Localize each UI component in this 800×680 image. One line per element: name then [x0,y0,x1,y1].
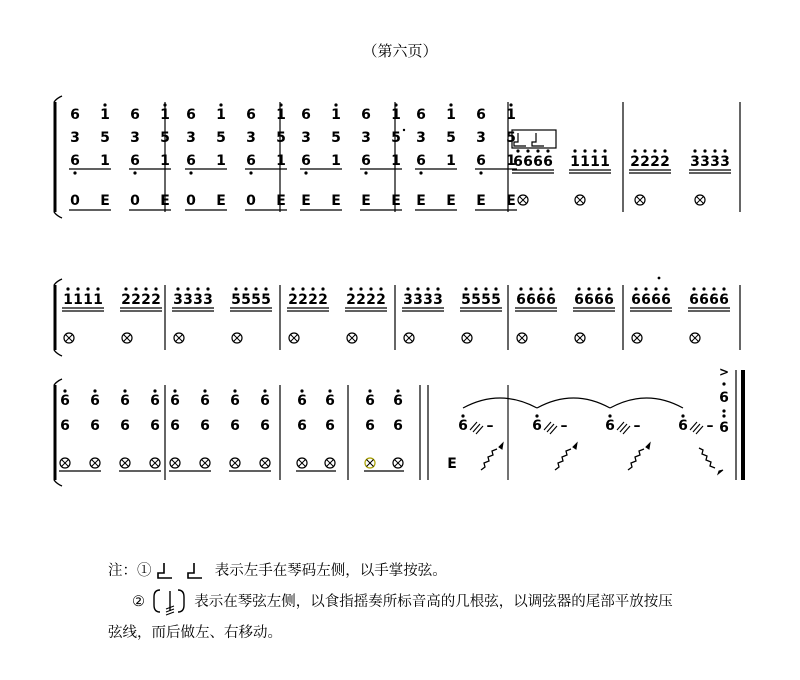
middle-note: 3 [130,130,140,146]
top-note: 6 [90,393,100,409]
octave-dot [369,287,372,290]
middle-note: 6 [393,418,403,434]
octave-dot [379,287,382,290]
octave-dot [73,171,76,174]
top-note: 1 [391,107,401,123]
note-text-3: 弦线，而后做左、右移动。 [108,625,282,641]
top-note: 1 [160,107,170,123]
bracket-tremolo-symbol-icon [150,587,190,617]
note-digit: 3 [413,292,423,308]
note-digit: 2 [640,154,650,170]
middle-note: 5 [331,130,341,146]
note-digit: 6 [533,154,543,170]
bottom-note: 1 [160,153,170,169]
palm-press-symbol-icon [156,561,210,581]
octave-dot [234,287,237,290]
bottom-note: 1 [276,153,286,169]
top-note: 6 [416,107,426,123]
perc-note: E [301,193,311,209]
note-digit: 3 [423,292,433,308]
middle-note: 5 [391,130,401,146]
note-line-3 [108,618,748,649]
note-digit: 6 [641,292,651,308]
octave-dot [328,389,331,392]
middle-note: 5 [100,130,110,146]
note-digit: 2 [121,292,131,308]
octave-dot [449,103,452,106]
note-digit: 3 [193,292,203,308]
octave-dot [654,287,657,290]
note-digit: 1 [600,154,610,170]
glissando-arrow-icon [481,449,497,470]
note-digit: 1 [580,154,590,170]
notes [108,556,748,649]
bottom-note: 6 [186,153,196,169]
note-digit: 5 [481,292,491,308]
middle-note: 3 [186,130,196,146]
octave-dot [321,287,324,290]
octave-dot [693,149,696,152]
note-digit: 3 [203,292,213,308]
perc-note: E [100,193,110,209]
note-digit: 3 [720,154,730,170]
slur-line [610,398,683,408]
octave-dot [526,149,529,152]
tremolo-note: 6 [605,418,615,434]
note-text-1: 表示左手在琴码左侧，以手掌按弦。 [214,563,447,579]
octave-dot [479,171,482,174]
octave-dot [349,287,352,290]
note-digit: 1 [590,154,600,170]
slur-line [463,398,537,408]
note-digit: 6 [699,292,709,308]
note-digit: 6 [631,292,641,308]
octave-dot [464,287,467,290]
middle-note: 6 [90,418,100,434]
top-note: 6 [260,393,270,409]
note-digit: 6 [689,292,699,308]
octave-dot [206,287,209,290]
perc-note: E [216,193,226,209]
octave-dot [291,287,294,290]
dash-extension: – [633,418,641,434]
note-digit: 6 [516,292,526,308]
octave-dot [279,103,282,106]
middle-note: 6 [230,418,240,434]
perc-note: E [416,193,426,209]
octave-dot [196,287,199,290]
dash-extension: – [486,418,494,434]
octave-dot [144,287,147,290]
octave-dot [474,287,477,290]
octave-dot [163,103,166,106]
middle-note: 5 [276,130,286,146]
top-note: 6 [130,107,140,123]
octave-dot [663,149,666,152]
middle-note: 6 [170,418,180,434]
note-digit: 2 [131,292,141,308]
octave-dot [66,287,69,290]
middle-note: 3 [416,130,426,146]
octave-dot [416,287,419,290]
top-note: 6 [325,393,335,409]
octave-dot [263,389,266,392]
octave-dot [134,287,137,290]
note-digit: 1 [83,292,93,308]
note-digit: 5 [471,292,481,308]
glissando-arrow-icon [699,448,715,468]
final-top-note: 6 [719,390,729,406]
note-digit: 6 [719,292,729,308]
bottom-note: 6 [246,153,256,169]
octave-dot [644,287,647,290]
octave-dot [176,287,179,290]
octave-dot [608,414,611,417]
octave-dot [394,103,397,106]
bottom-note: 1 [506,153,516,169]
octave-dot [722,414,725,417]
perc-note: E [276,193,286,209]
note-prefix: 注：① [108,563,152,579]
note-digit: 5 [261,292,271,308]
note-digit: 5 [251,292,261,308]
octave-dot [368,389,371,392]
middle-note: 6 [120,418,130,434]
octave-dot [304,171,307,174]
middle-note: 6 [60,418,70,434]
note-number-2: ② [132,594,145,610]
bottom-note: 1 [446,153,456,169]
perc-note: E [331,193,341,209]
top-note: 1 [216,107,226,123]
bottom-note: 1 [216,153,226,169]
octave-dot [692,287,695,290]
bottom-note: 6 [301,153,311,169]
octave-dot [603,149,606,152]
octave-dot [722,382,725,385]
perc-note: E [391,193,401,209]
final-bottom-note: 6 [719,420,729,436]
top-note: 6 [301,107,311,123]
note-digit: 6 [594,292,604,308]
note-digit: 6 [543,154,553,170]
top-note: 1 [506,107,516,123]
octave-dot [712,287,715,290]
octave-dot [664,287,667,290]
top-note: 6 [361,107,371,123]
note-digit: 2 [366,292,376,308]
note-line-1 [108,556,748,587]
octave-dot [722,409,725,412]
octave-dot [713,149,716,152]
note-digit: 5 [461,292,471,308]
middle-note: 3 [361,130,371,146]
perc-note: 0 [186,193,196,209]
middle-note: 5 [216,130,226,146]
dash-extension: – [706,418,714,434]
middle-note: 3 [301,130,311,146]
octave-dot [653,149,656,152]
note-digit: 2 [141,292,151,308]
octave-dot [173,389,176,392]
top-note: 6 [365,393,375,409]
octave-dot [681,414,684,417]
octave-dot [249,171,252,174]
octave-dot [364,171,367,174]
perc-note: 0 [246,193,256,209]
note-digit: 3 [433,292,443,308]
octave-dot [186,287,189,290]
top-note: 6 [170,393,180,409]
note-digit: 1 [73,292,83,308]
top-note: 6 [60,393,70,409]
octave-dot [96,287,99,290]
note-digit: 6 [661,292,671,308]
note-digit: 2 [660,154,670,170]
tremolo-note: 6 [532,418,542,434]
top-note: 6 [120,393,130,409]
middle-note: 6 [325,418,335,434]
middle-note: 6 [150,418,160,434]
octave-dot [484,287,487,290]
middle-note: 6 [260,418,270,434]
bottom-note: 6 [70,153,80,169]
octave-dot [189,171,192,174]
note-digit: 5 [231,292,241,308]
note-digit: 2 [151,292,161,308]
note-digit: 2 [356,292,366,308]
octave-dot [93,389,96,392]
note-digit: 6 [546,292,556,308]
octave-dot [300,389,303,392]
top-note: 1 [276,107,286,123]
octave-dot [123,389,126,392]
octave-dot [509,103,512,106]
octave-dot [63,389,66,392]
note-digit: 2 [376,292,386,308]
top-note: 6 [476,107,486,123]
octave-dot [722,287,725,290]
bottom-note: 1 [331,153,341,169]
octave-dot [702,287,705,290]
octave-dot [301,287,304,290]
note-digit: 6 [651,292,661,308]
note-digit: 5 [491,292,501,308]
octave-dot [549,287,552,290]
octave-dot [593,149,596,152]
tremolo-note: 6 [458,418,468,434]
middle-note: 3 [476,130,486,146]
octave-dot [643,149,646,152]
middle-note: 5 [446,130,456,146]
perc-note: E [476,193,486,209]
octave-dot [519,287,522,290]
octave-dot [359,287,362,290]
middle-note: 3 [70,130,80,146]
octave-dot [254,287,257,290]
octave-dot [529,287,532,290]
top-note: 6 [186,107,196,123]
octave-dot [406,287,409,290]
octave-dot [76,287,79,290]
note-digit: 2 [650,154,660,170]
octave-dot [573,149,576,152]
glissando-arrow-icon [555,449,571,470]
middle-note: 6 [200,418,210,434]
note-line-2 [108,587,748,618]
note-digit: 6 [523,154,533,170]
octave-dot [597,287,600,290]
note-digit: 3 [173,292,183,308]
note-digit: 1 [93,292,103,308]
perc-note: E [447,456,457,472]
perc-note: 0 [130,193,140,209]
octave-dot [587,287,590,290]
note-digit: 2 [346,292,356,308]
note-digit: 3 [403,292,413,308]
octave-dot [703,149,706,152]
note-digit: 2 [288,292,298,308]
octave-dot [334,103,337,106]
octave-dot [124,287,127,290]
top-note: 6 [200,393,210,409]
octave-dot [461,414,464,417]
octave-dot [535,414,538,417]
top-note: 6 [230,393,240,409]
top-note: 6 [70,107,80,123]
middle-note: 3 [246,130,256,146]
octave-dot [244,287,247,290]
octave-dot [607,287,610,290]
note-digit: 2 [298,292,308,308]
note-digit: 6 [513,154,523,170]
final-thick-barline [741,370,745,480]
octave-dot [203,389,206,392]
octave-dot [658,277,661,280]
slur-line [537,398,610,408]
octave-dot [396,389,399,392]
note-digit: 1 [63,292,73,308]
perc-note: E [506,193,516,209]
top-note: 1 [446,107,456,123]
note-digit: 6 [604,292,614,308]
note-digit: 3 [700,154,710,170]
small-dot-mark [403,129,405,131]
note-digit: 1 [570,154,580,170]
octave-dot [723,149,726,152]
note-text-2: 表示在琴弦左侧，以食指摇奏所标音高的几根弦，以调弦器的尾部平放按压 [194,594,673,610]
bottom-note: 6 [130,153,140,169]
octave-dot [536,149,539,152]
bottom-note: 6 [361,153,371,169]
octave-dot [219,103,222,106]
top-note: 6 [246,107,256,123]
middle-note: 6 [365,418,375,434]
perc-note: 0 [70,193,80,209]
glissando-arrow-icon [628,449,644,470]
octave-dot [133,171,136,174]
octave-dot [233,389,236,392]
bottom-note: 6 [476,153,486,169]
note-digit: 6 [536,292,546,308]
perc-note: E [446,193,456,209]
octave-dot [583,149,586,152]
dash-extension: – [560,418,568,434]
octave-dot [539,287,542,290]
note-digit: 6 [709,292,719,308]
bottom-note: 1 [100,153,110,169]
middle-note: 5 [160,130,170,146]
octave-dot [436,287,439,290]
top-note: 6 [297,393,307,409]
octave-dot [426,287,429,290]
octave-dot [633,149,636,152]
octave-dot [494,287,497,290]
note-digit: 3 [183,292,193,308]
note-digit: 6 [574,292,584,308]
top-note: 6 [393,393,403,409]
middle-note: 6 [297,418,307,434]
octave-dot [103,103,106,106]
bottom-note: 1 [391,153,401,169]
octave-dot [634,287,637,290]
middle-note: 5 [506,130,516,146]
tremolo-note: 6 [678,418,688,434]
top-note: 6 [150,393,160,409]
note-digit: 2 [630,154,640,170]
octave-dot [154,287,157,290]
octave-dot [419,171,422,174]
note-digit: 2 [308,292,318,308]
octave-dot [546,149,549,152]
octave-dot [577,287,580,290]
top-note: 1 [100,107,110,123]
octave-dot [311,287,314,290]
page-header: （第六页） [362,42,438,60]
top-note: 1 [331,107,341,123]
perc-note: E [361,193,371,209]
note-digit: 2 [318,292,328,308]
octave-dot [153,389,156,392]
bottom-note: 6 [416,153,426,169]
note-digit: 5 [241,292,251,308]
octave-dot [86,287,89,290]
accent-mark: > [718,365,730,379]
note-digit: 6 [584,292,594,308]
octave-dot [264,287,267,290]
perc-note: E [160,193,170,209]
octave-dot [516,149,519,152]
note-digit: 6 [526,292,536,308]
note-digit: 3 [710,154,720,170]
note-digit: 3 [690,154,700,170]
